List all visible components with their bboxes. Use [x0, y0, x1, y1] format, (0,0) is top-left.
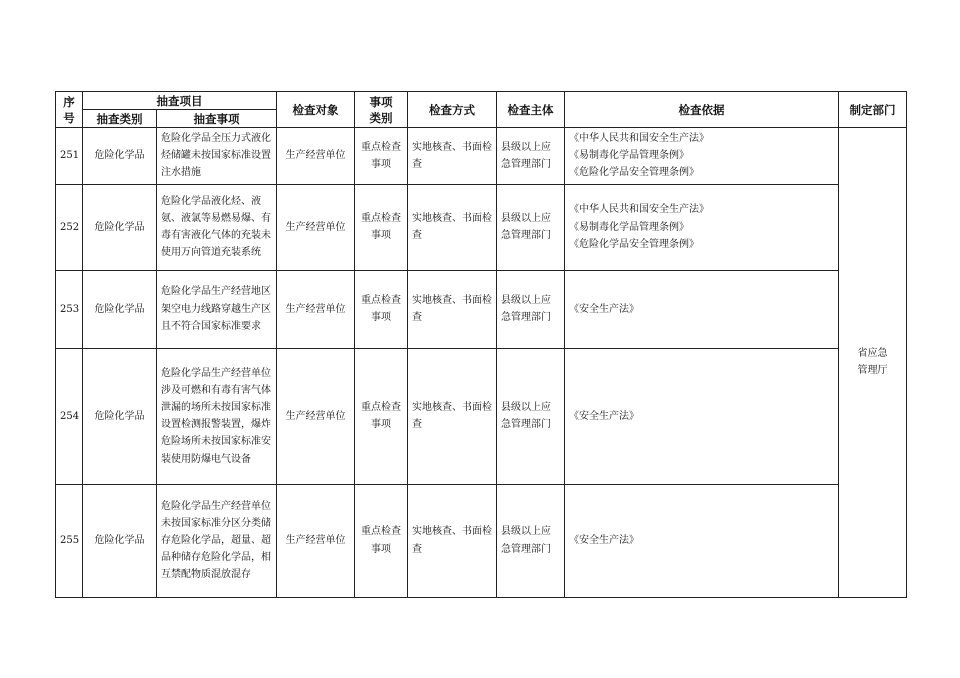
- row-type: 重点检查事项: [355, 184, 408, 270]
- header-subject: 检查主体: [497, 92, 565, 128]
- row-category: 危险化学品: [83, 484, 157, 597]
- row-method: 实地核查、书面检查: [408, 348, 497, 484]
- row-basis: [565, 128, 839, 185]
- row-seq: 255: [56, 484, 83, 597]
- basis-law: 《危险化学品安全管理条例》: [569, 167, 699, 179]
- row-basis: [565, 348, 839, 484]
- row-seq: 253: [56, 270, 83, 348]
- basis-law: 《安全生产法》: [569, 410, 639, 422]
- row-seq: 252: [56, 184, 83, 270]
- department-cell: [839, 128, 907, 598]
- row-matter: 危险化学品液化烃、液氨、液氯等易燃易爆、有毒有害液化气体的充装未使用万向管道充装系统: [157, 184, 277, 270]
- row-basis: [565, 484, 839, 597]
- basis-law: 《易制毒化学品管理条例》: [569, 150, 689, 162]
- row-category: 危险化学品: [83, 128, 157, 185]
- basis-law: 《易制毒化学品管理条例》: [569, 221, 689, 233]
- inspection-table-page: [55, 91, 906, 598]
- basis-law: 《危险化学品安全管理条例》: [569, 238, 699, 250]
- row-type: 重点检查事项: [355, 128, 408, 185]
- row-category: 危险化学品: [83, 184, 157, 270]
- table-row: [56, 348, 907, 484]
- row-category: 危险化学品: [83, 270, 157, 348]
- row-target: 生产经营单位: [277, 184, 355, 270]
- header-seq: [56, 92, 83, 128]
- row-method: 实地核查、书面检查: [408, 184, 497, 270]
- department-value-line1: 省应急: [857, 348, 888, 360]
- header-item-group: 抽查项目: [83, 92, 277, 110]
- header-category: 抽查类别: [83, 110, 157, 128]
- row-target: 生产经营单位: [277, 270, 355, 348]
- header-type-line2: 类别: [369, 110, 393, 125]
- header-basis: 检查依据: [565, 92, 839, 128]
- header-department: 制定部门: [839, 92, 907, 128]
- row-matter: 危险化学品生产经营地区架空电力线路穿越生产区且不符合国家标准要求: [157, 270, 277, 348]
- basis-law: 《安全生产法》: [569, 535, 639, 546]
- header-type-line1: 事项: [369, 94, 393, 109]
- table-row: [56, 270, 907, 348]
- row-subject: 县级以上应急管理部门: [497, 484, 565, 597]
- row-target: 生产经营单位: [277, 484, 355, 597]
- header-method: 检查方式: [408, 92, 497, 128]
- row-type: 重点检查事项: [355, 270, 408, 348]
- header-type: [355, 92, 408, 128]
- row-seq: 251: [56, 128, 83, 185]
- inspection-items-table: [55, 91, 907, 598]
- row-subject: 县级以上应急管理部门: [497, 128, 565, 185]
- row-method: 实地核查、书面检查: [408, 128, 497, 185]
- row-basis: [565, 184, 839, 270]
- row-subject: 县级以上应急管理部门: [497, 348, 565, 484]
- row-type: 重点检查事项: [355, 348, 408, 484]
- row-matter: 危险化学品生产经营单位未按国家标准分区分类储存危险化学品，超量、超品种储存危险化学品，相互禁配物质混放混存: [157, 484, 277, 597]
- row-matter: 危险化学品全压力式液化烃储罐未按国家标准设置注水措施: [157, 128, 277, 185]
- header-seq-line2: 号: [63, 110, 75, 125]
- basis-law: 《中华人民共和国安全生产法》: [569, 204, 709, 216]
- row-basis: [565, 270, 839, 348]
- table-row: [56, 128, 907, 185]
- row-method: 实地核查、书面检查: [408, 270, 497, 348]
- row-subject: 县级以上应急管理部门: [497, 184, 565, 270]
- row-target: 生产经营单位: [277, 348, 355, 484]
- row-matter: 危险化学品生产经营单位涉及可燃和有毒有害气体泄漏的场所未按国家标准设置检测报警装置，爆炸危险场所未按国家标准安装使用防爆电气设备: [157, 348, 277, 484]
- row-category: 危险化学品: [83, 348, 157, 484]
- table-row: [56, 184, 907, 270]
- row-method: 实地核查、书面检查: [408, 484, 497, 597]
- header-row-top: [56, 92, 907, 110]
- department-value-line2: 管理厅: [857, 365, 888, 377]
- basis-law: 《中华人民共和国安全生产法》: [569, 133, 709, 144]
- header-seq-line1: 序: [63, 94, 75, 109]
- row-target: 生产经营单位: [277, 128, 355, 185]
- header-matter: 抽查事项: [157, 110, 277, 128]
- row-subject: 县级以上应急管理部门: [497, 270, 565, 348]
- header-target: 检查对象: [277, 92, 355, 128]
- basis-law: 《安全生产法》: [569, 303, 639, 315]
- row-type: 重点检查事项: [355, 484, 408, 597]
- row-seq: 254: [56, 348, 83, 484]
- table-row: [56, 484, 907, 597]
